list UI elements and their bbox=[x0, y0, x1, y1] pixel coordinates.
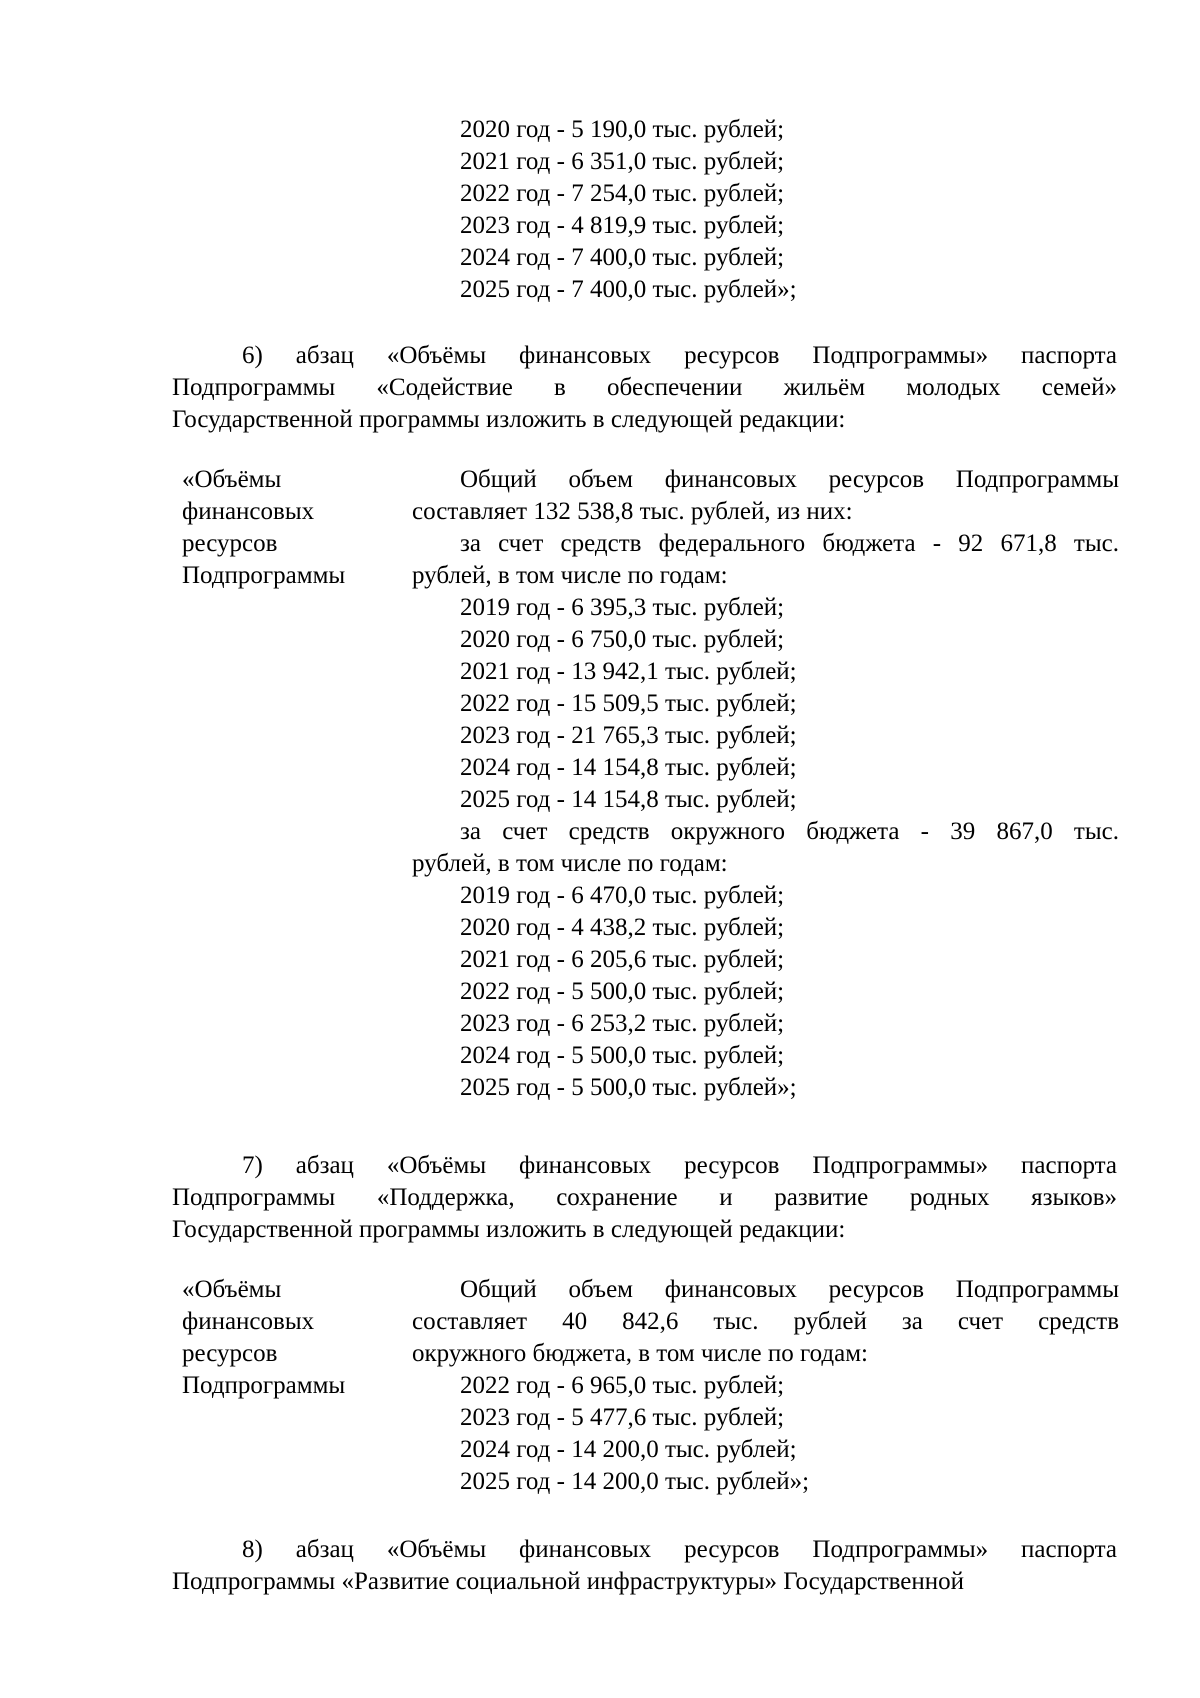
district-line: рублей, в том числе по годам: bbox=[412, 850, 728, 877]
district-year: 2019 год - 6 470,0 тыс. рублей; bbox=[460, 882, 785, 909]
federal-year: 2021 год - 13 942,1 тыс. рублей; bbox=[460, 658, 797, 685]
item7-line: Государственной программы изложить в следующей редакции: bbox=[172, 1216, 846, 1243]
district-year: 2024 год - 14 200,0 тыс. рублей; bbox=[460, 1436, 797, 1463]
label-line: ресурсов bbox=[182, 530, 278, 557]
federal-line: рублей, в том числе по годам: bbox=[412, 562, 728, 589]
district-year: 2023 год - 5 477,6 тыс. рублей; bbox=[460, 1404, 785, 1431]
item8-line: Подпрограммы «Развитие социальной инфраструктуры» Государственной bbox=[172, 1568, 965, 1595]
top-year-list bbox=[460, 114, 797, 306]
item6-paragraph bbox=[172, 340, 1117, 436]
year-line: 2023 год - 4 819,9 тыс. рублей; bbox=[460, 212, 785, 239]
label-line: Подпрограммы bbox=[182, 562, 346, 589]
label-line: финансовых bbox=[182, 1308, 315, 1335]
item6-line: Государственной программы изложить в следующей редакции: bbox=[172, 406, 846, 433]
total-line: Общий объем финансовых ресурсов Подпрограммы bbox=[460, 466, 1119, 493]
item7-line: 7) абзац «Объёмы финансовых ресурсов Подпрограммы» паспорта bbox=[242, 1152, 1117, 1179]
label-line: «Объёмы bbox=[182, 466, 282, 493]
district-year: 2020 год - 4 438,2 тыс. рублей; bbox=[460, 914, 785, 941]
year-line: 2020 год - 5 190,0 тыс. рублей; bbox=[460, 116, 785, 143]
item8-line: 8) абзац «Объёмы финансовых ресурсов Подпрограммы» паспорта bbox=[242, 1536, 1117, 1563]
district-year: 2023 год - 6 253,2 тыс. рублей; bbox=[460, 1010, 785, 1037]
item6-label bbox=[182, 464, 402, 592]
label-line: финансовых bbox=[182, 498, 315, 525]
item6-line: Подпрограммы «Содействие в обеспечении жильём молодых семей» bbox=[172, 374, 1117, 401]
total-line: составляет 40 842,6 тыс. рублей за счет средств bbox=[412, 1308, 1119, 1335]
district-line: за счет средств окружного бюджета - 39 867,0 тыс. bbox=[460, 818, 1119, 845]
district-year: 2024 год - 5 500,0 тыс. рублей; bbox=[460, 1042, 785, 1069]
item7-text bbox=[412, 1274, 1119, 1498]
item7-paragraph bbox=[172, 1150, 1117, 1246]
federal-year: 2022 год - 15 509,5 тыс. рублей; bbox=[460, 690, 797, 717]
label-line: «Объёмы bbox=[182, 1276, 282, 1303]
label-line: Подпрограммы bbox=[182, 1372, 346, 1399]
item7-line: Подпрограммы «Поддержка, сохранение и развитие родных языков» bbox=[172, 1184, 1117, 1211]
federal-year: 2020 год - 6 750,0 тыс. рублей; bbox=[460, 626, 785, 653]
year-line: 2025 год - 7 400,0 тыс. рублей»; bbox=[460, 276, 797, 303]
year-line: 2021 год - 6 351,0 тыс. рублей; bbox=[460, 148, 785, 175]
total-line: Общий объем финансовых ресурсов Подпрограммы bbox=[460, 1276, 1119, 1303]
item7-label bbox=[182, 1274, 402, 1402]
total-line: составляет 132 538,8 тыс. рублей, из них: bbox=[412, 498, 853, 525]
year-line: 2024 год - 7 400,0 тыс. рублей; bbox=[460, 244, 785, 271]
federal-line: за счет средств федерального бюджета - 92 671,8 тыс. bbox=[460, 530, 1119, 557]
district-year: 2025 год - 5 500,0 тыс. рублей»; bbox=[460, 1074, 797, 1101]
federal-year: 2025 год - 14 154,8 тыс. рублей; bbox=[460, 786, 797, 813]
total-line: окружного бюджета, в том числе по годам: bbox=[412, 1340, 868, 1367]
district-year: 2022 год - 5 500,0 тыс. рублей; bbox=[460, 978, 785, 1005]
federal-year: 2024 год - 14 154,8 тыс. рублей; bbox=[460, 754, 797, 781]
item6-line: 6) абзац «Объёмы финансовых ресурсов Подпрограммы» паспорта bbox=[242, 342, 1117, 369]
label-line: ресурсов bbox=[182, 1340, 278, 1367]
district-year: 2025 год - 14 200,0 тыс. рублей»; bbox=[460, 1468, 810, 1495]
federal-year: 2019 год - 6 395,3 тыс. рублей; bbox=[460, 594, 785, 621]
district-year: 2022 год - 6 965,0 тыс. рублей; bbox=[460, 1372, 785, 1399]
federal-year: 2023 год - 21 765,3 тыс. рублей; bbox=[460, 722, 797, 749]
item6-text bbox=[412, 464, 1119, 1104]
year-line: 2022 год - 7 254,0 тыс. рублей; bbox=[460, 180, 785, 207]
item8-paragraph bbox=[172, 1534, 1117, 1598]
district-year: 2021 год - 6 205,6 тыс. рублей; bbox=[460, 946, 785, 973]
